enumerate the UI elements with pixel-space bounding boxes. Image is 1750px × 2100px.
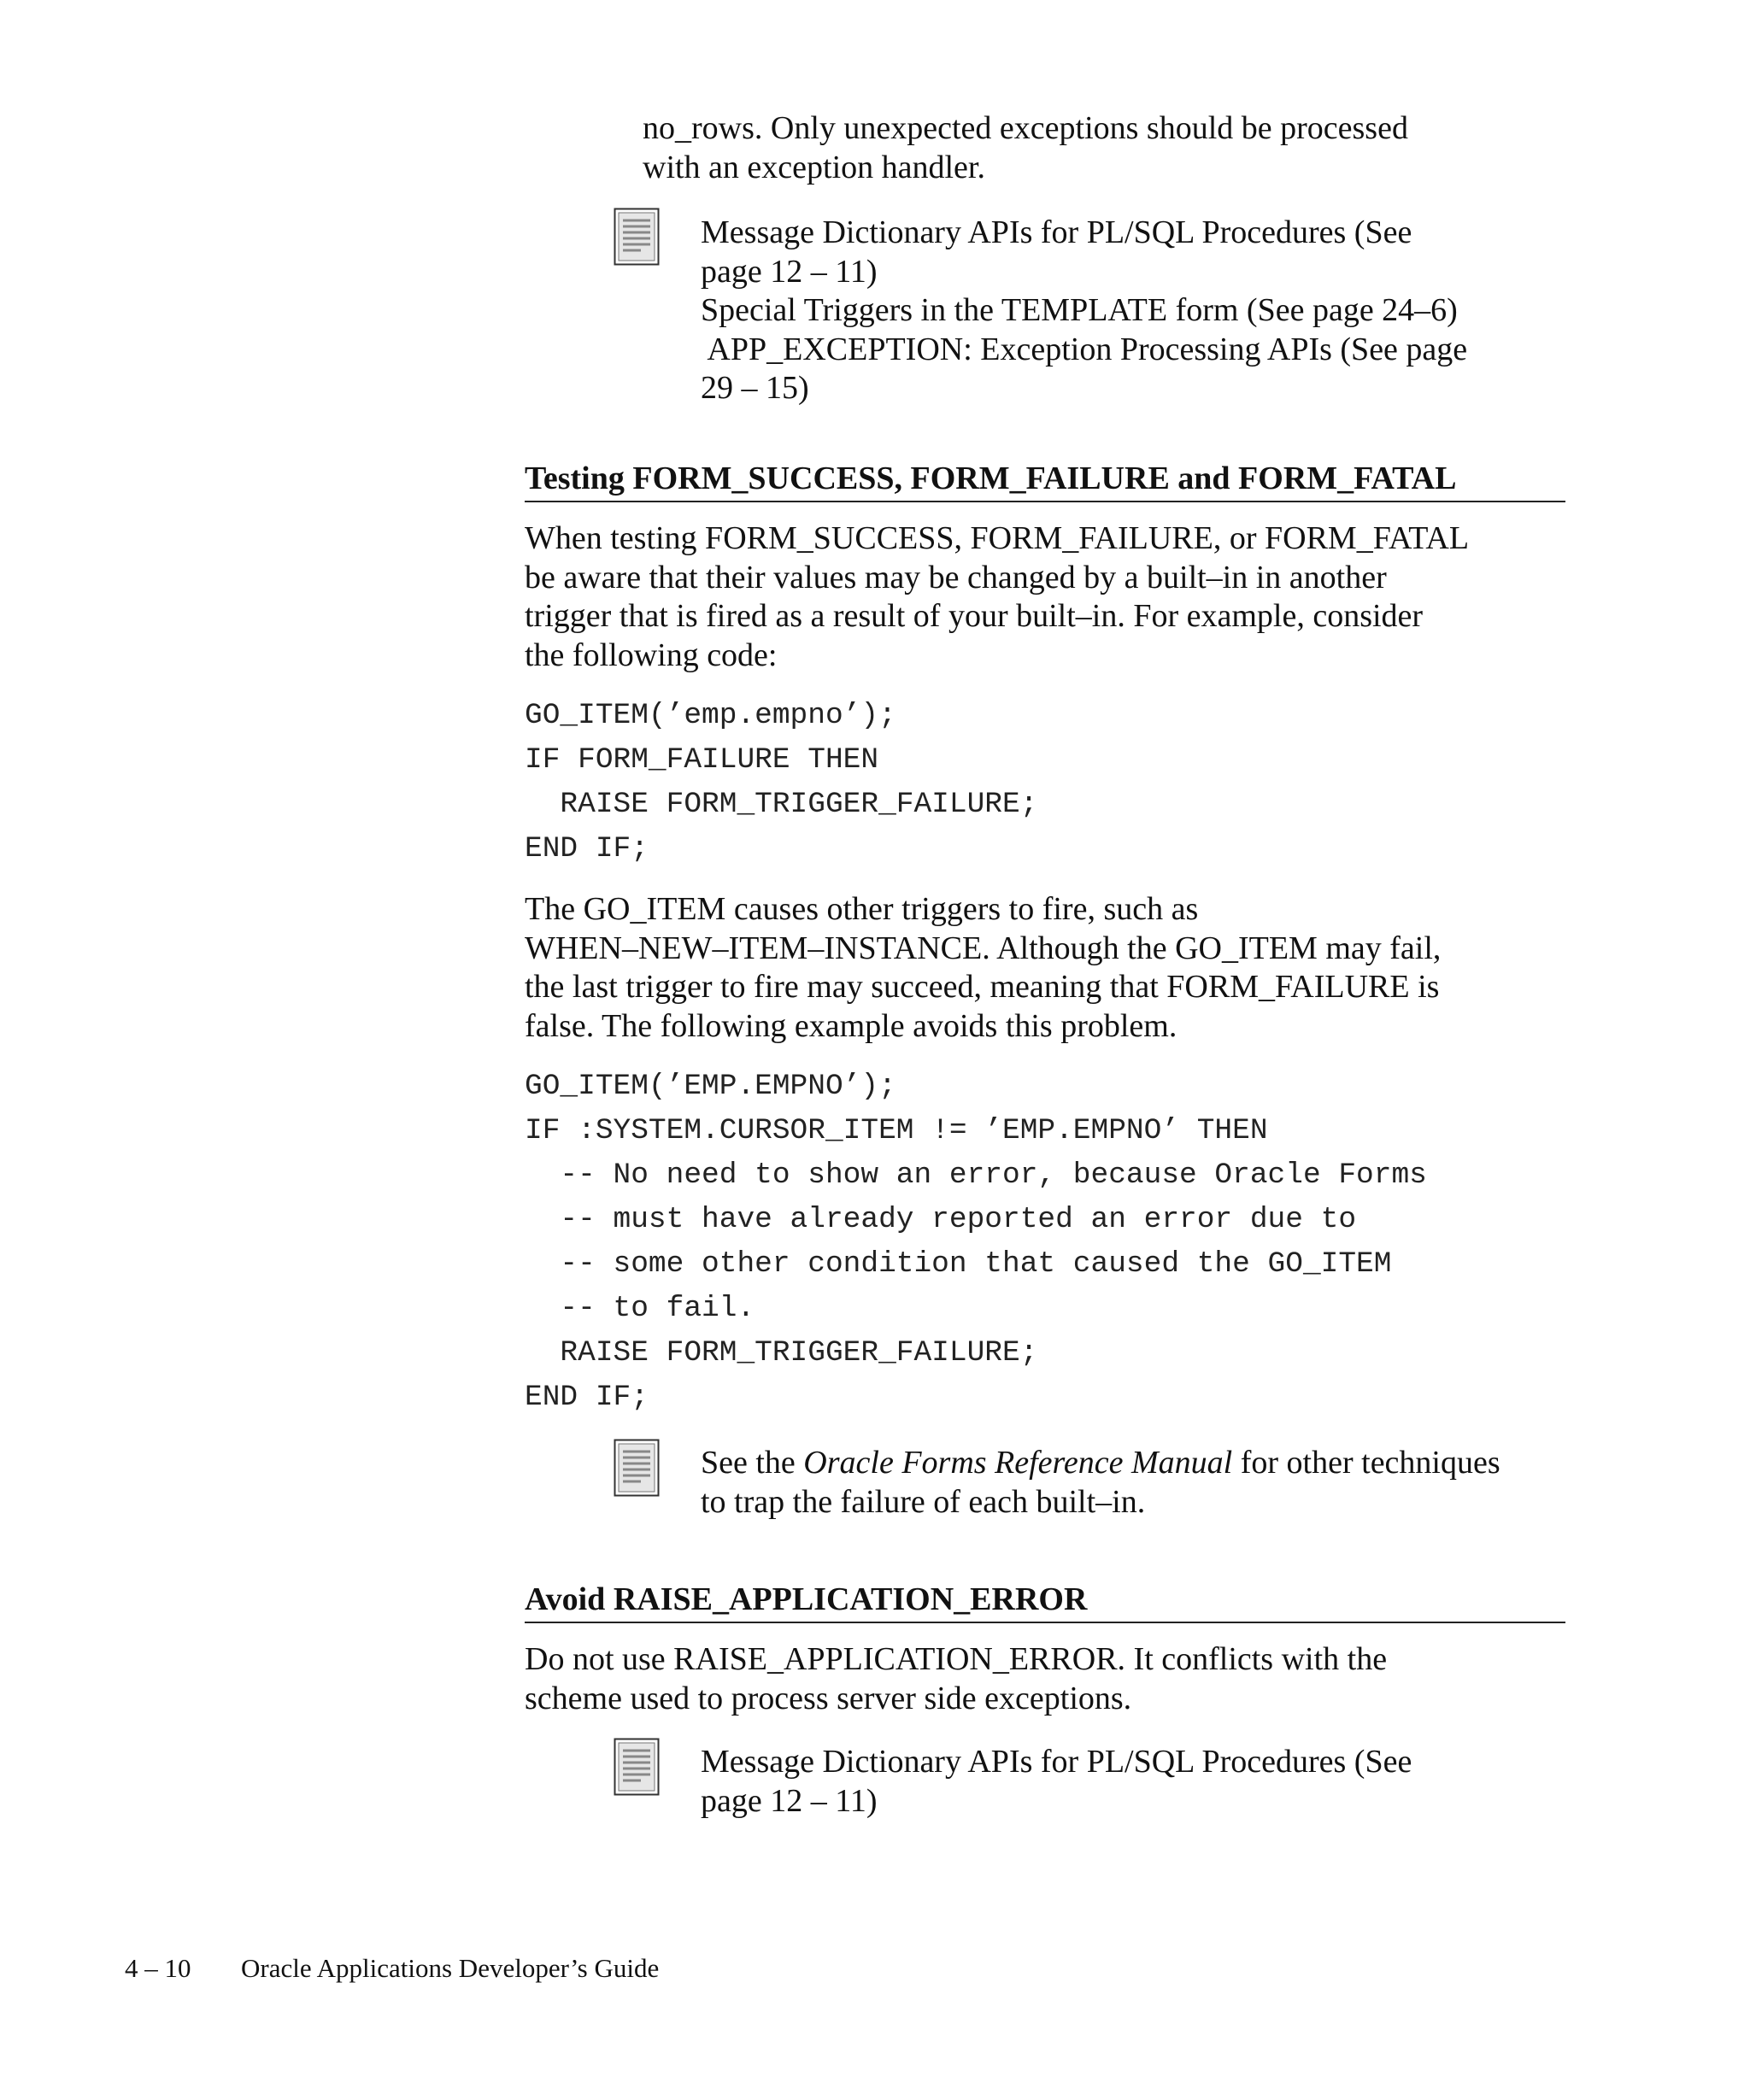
book-title: Oracle Forms Reference Manual bbox=[803, 1445, 1233, 1481]
note-line: page 12 – 11) bbox=[701, 253, 878, 290]
text-line: When testing FORM_SUCCESS, FORM_FAILURE, or FORM_FATAL bbox=[525, 520, 1470, 556]
note-line: 29 – 15) bbox=[701, 370, 809, 406]
paragraph bbox=[525, 890, 1441, 1046]
note-line: Special Triggers in the TEMPLATE form (See page 24–6) bbox=[701, 292, 1458, 328]
code-line: IF :SYSTEM.CURSOR_ITEM != ’EMP.EMPNO’ THEN bbox=[525, 1114, 1268, 1147]
text-line: the following code: bbox=[525, 636, 778, 673]
section-heading: Avoid RAISE_APPLICATION_ERROR bbox=[525, 1581, 1565, 1623]
text-line: the last trigger to fire may succeed, meaning that FORM_FAILURE is bbox=[525, 969, 1440, 1005]
code-line: -- No need to show an error, because Oracle Forms bbox=[525, 1159, 1427, 1192]
text-line: no_rows. Only unexpected exceptions should be processed bbox=[643, 110, 1408, 146]
section-heading: Testing FORM_SUCCESS, FORM_FAILURE and FORM_FATAL bbox=[525, 460, 1565, 502]
text-line: be aware that their values may be changed by a built–in in another bbox=[525, 559, 1387, 595]
note-reference bbox=[701, 1743, 1412, 1821]
text-line: scheme used to process server side exceptions. bbox=[525, 1680, 1132, 1716]
code-line: RAISE FORM_TRIGGER_FAILURE; bbox=[525, 788, 1038, 821]
text-line: The GO_ITEM causes other triggers to fire, such as bbox=[525, 891, 1199, 927]
code-line: IF FORM_FAILURE THEN bbox=[525, 743, 879, 777]
note-icon bbox=[614, 1738, 660, 1796]
note-reference bbox=[701, 1444, 1500, 1522]
code-line: END IF; bbox=[525, 1381, 649, 1414]
text-line: WHEN–NEW–ITEM–INSTANCE. Although the GO_ITEM may fail, bbox=[525, 930, 1442, 966]
text-line: Do not use RAISE_APPLICATION_ERROR. It conflicts with the bbox=[525, 1641, 1388, 1677]
code-line: GO_ITEM(’EMP.EMPNO’); bbox=[525, 1070, 896, 1103]
code-line: END IF; bbox=[525, 832, 649, 865]
note-text: See the bbox=[701, 1445, 804, 1481]
text-line: with an exception handler. bbox=[643, 149, 985, 185]
code-block bbox=[525, 1065, 1427, 1420]
note-line: APP_EXCEPTION: Exception Processing APIs (See page bbox=[701, 331, 1468, 367]
note-line: to trap the failure of each built–in. bbox=[701, 1483, 1146, 1520]
note-line: page 12 – 11) bbox=[701, 1782, 878, 1819]
note-line bbox=[701, 1444, 1500, 1483]
note-text: for other techniques bbox=[1232, 1445, 1500, 1481]
code-line: GO_ITEM(’emp.empno’); bbox=[525, 699, 896, 732]
code-line: RAISE FORM_TRIGGER_FAILURE; bbox=[525, 1336, 1038, 1370]
paragraph bbox=[525, 519, 1469, 675]
code-line: -- some other condition that caused the GO_ITEM bbox=[525, 1247, 1392, 1281]
note-icon bbox=[614, 208, 660, 266]
note-line: Message Dictionary APIs for PL/SQL Procedures (See bbox=[701, 214, 1412, 250]
page-number: 4 – 10 bbox=[125, 1953, 191, 1983]
intro-paragraph bbox=[643, 109, 1408, 187]
text-line: trigger that is fired as a result of your built–in. For example, consider bbox=[525, 598, 1424, 634]
code-block bbox=[525, 694, 1037, 871]
note-line: Message Dictionary APIs for PL/SQL Procedures (See bbox=[701, 1744, 1412, 1780]
note-references bbox=[701, 214, 1467, 408]
note-icon bbox=[614, 1439, 660, 1497]
code-line: -- to fail. bbox=[525, 1292, 755, 1325]
code-line: -- must have already reported an error due to bbox=[525, 1203, 1357, 1236]
text-line: false. The following example avoids this problem. bbox=[525, 1007, 1177, 1044]
book-title-footer: Oracle Applications Developer’s Guide bbox=[241, 1953, 660, 1983]
paragraph bbox=[525, 1640, 1387, 1718]
